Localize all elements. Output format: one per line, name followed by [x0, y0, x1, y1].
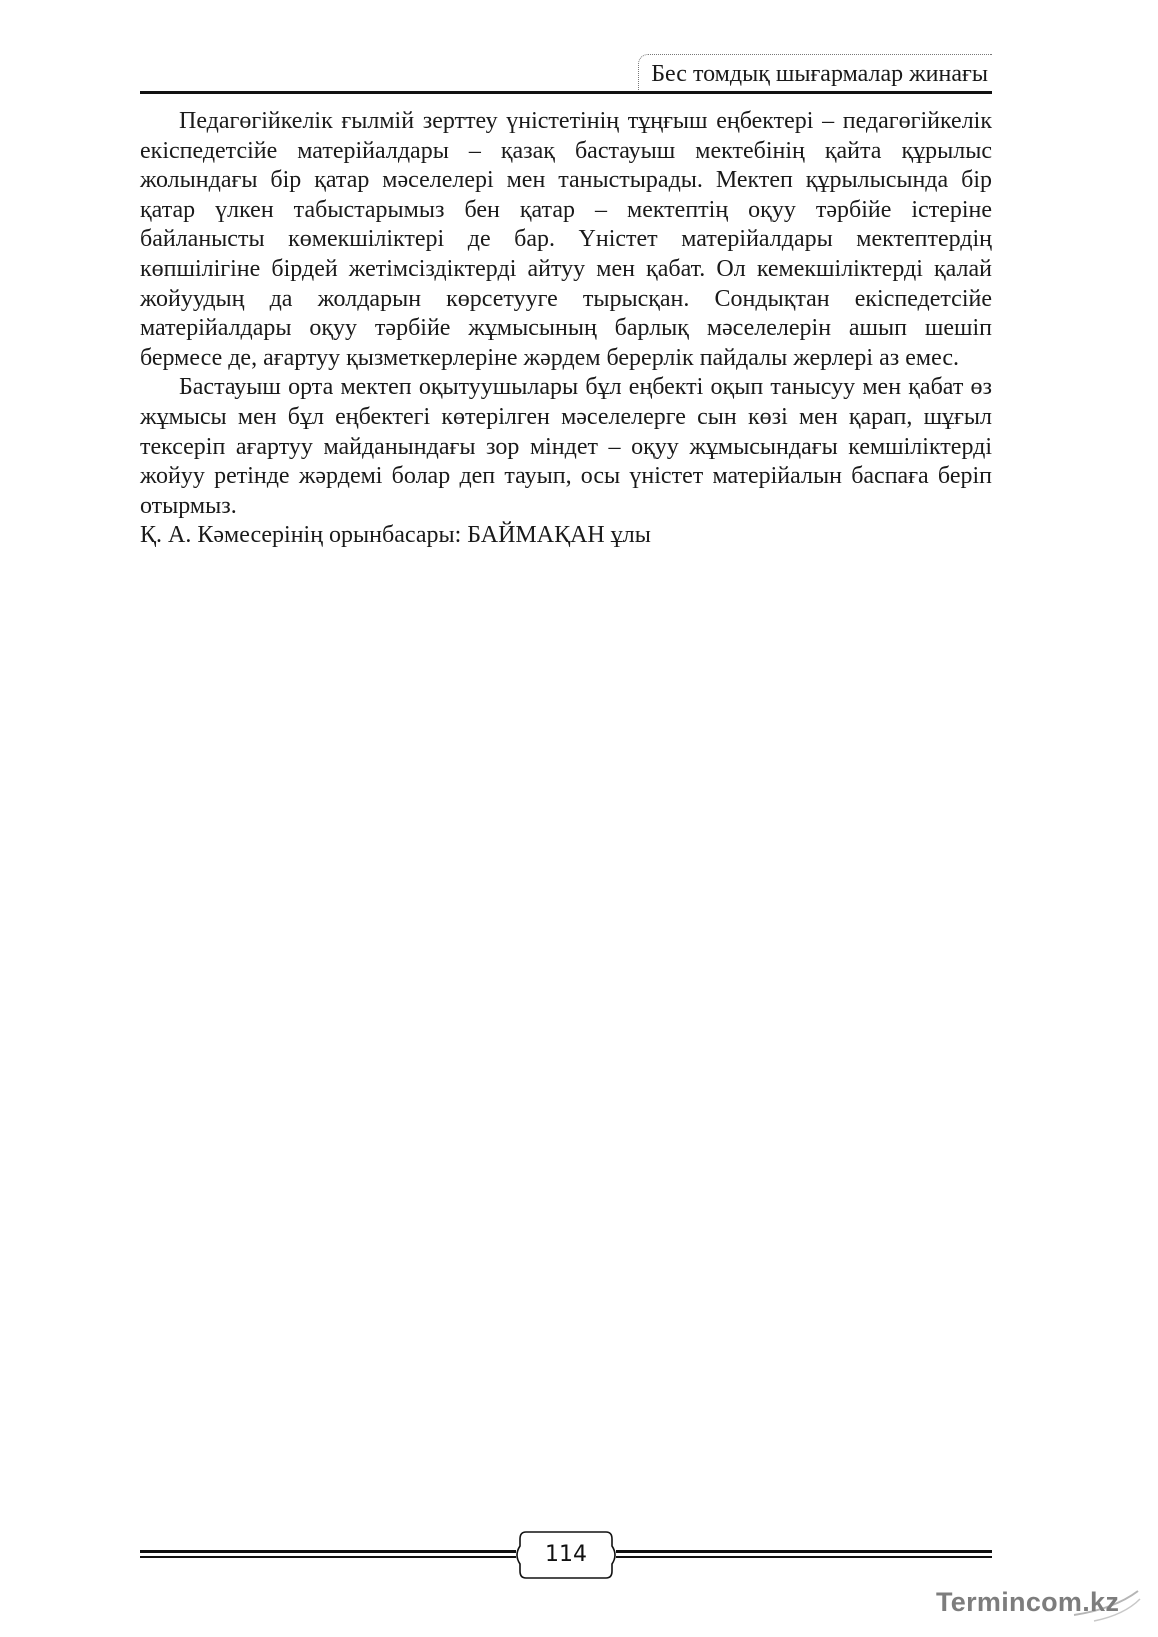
header-rule: [140, 91, 992, 94]
running-header: [140, 54, 992, 94]
page-number-badge: [512, 1530, 620, 1580]
watermark-logo-text: Termincom.kz: [936, 1587, 1120, 1617]
site-watermark: [924, 1585, 1144, 1625]
page-content: [140, 107, 992, 551]
header-tab: [638, 54, 992, 93]
book-title: Бес томдық шығармалар жинағы: [651, 61, 988, 87]
footer-rule-left: [140, 1550, 516, 1560]
page-footer: [140, 1530, 992, 1582]
body-paragraph-1: Педагөгійкелік ғылмій зерттеу үністетінің тұңғыш еңбектері – педагөгійкелік екіспедетсійе матерійалдары – қазақ бастауыш мектебінің қайта құрылыс жолындағы бір қатар мәселелері мен таныстырады. Мектеп құрылысында бір қатар үлкен табыстарымыз бен қатар – мектептің оқуу тәрбійе істеріне байланысты көмекшіліктері де бар. Үністет матерійалдары мектептердің көпшілігіне бірдей жетімсіздіктерді айтуу мен қабат. Ол кемекшіліктерді қалай жойуудың да жолдарын көрсетууге тырысқан. Сондықтан екіспедетсійе матерійалдары оқуу тәрбійе жұмысының барлық мәселелерін ашып шешіп бермесе де, ағартуу қызметкерлеріне жәрдем берерлік пайдалы жерлері аз емес.: [140, 108, 992, 371]
footer-rule-right: [616, 1550, 992, 1560]
signature-line: Қ. А. Кәмесерінің орынбасары: БАЙМАҚАН ұлы: [140, 522, 651, 549]
body-paragraph-2: Бастауыш орта мектеп оқытуушылары бұл еңбекті оқып танысуу мен қабат өз жұмысы мен бұл еңбектегі көтерілген мәселелерге сын көзі мен қарап, шұғыл тексеріп ағартуу майданындағы зор міндет – оқуу жұмысындағы кемшіліктерді жойуу ретінде жәрдемі болар деп тауып, осы үністет матерійалын баспаға беріп отырмыз.: [140, 374, 992, 519]
page-number: 114: [545, 1542, 587, 1567]
